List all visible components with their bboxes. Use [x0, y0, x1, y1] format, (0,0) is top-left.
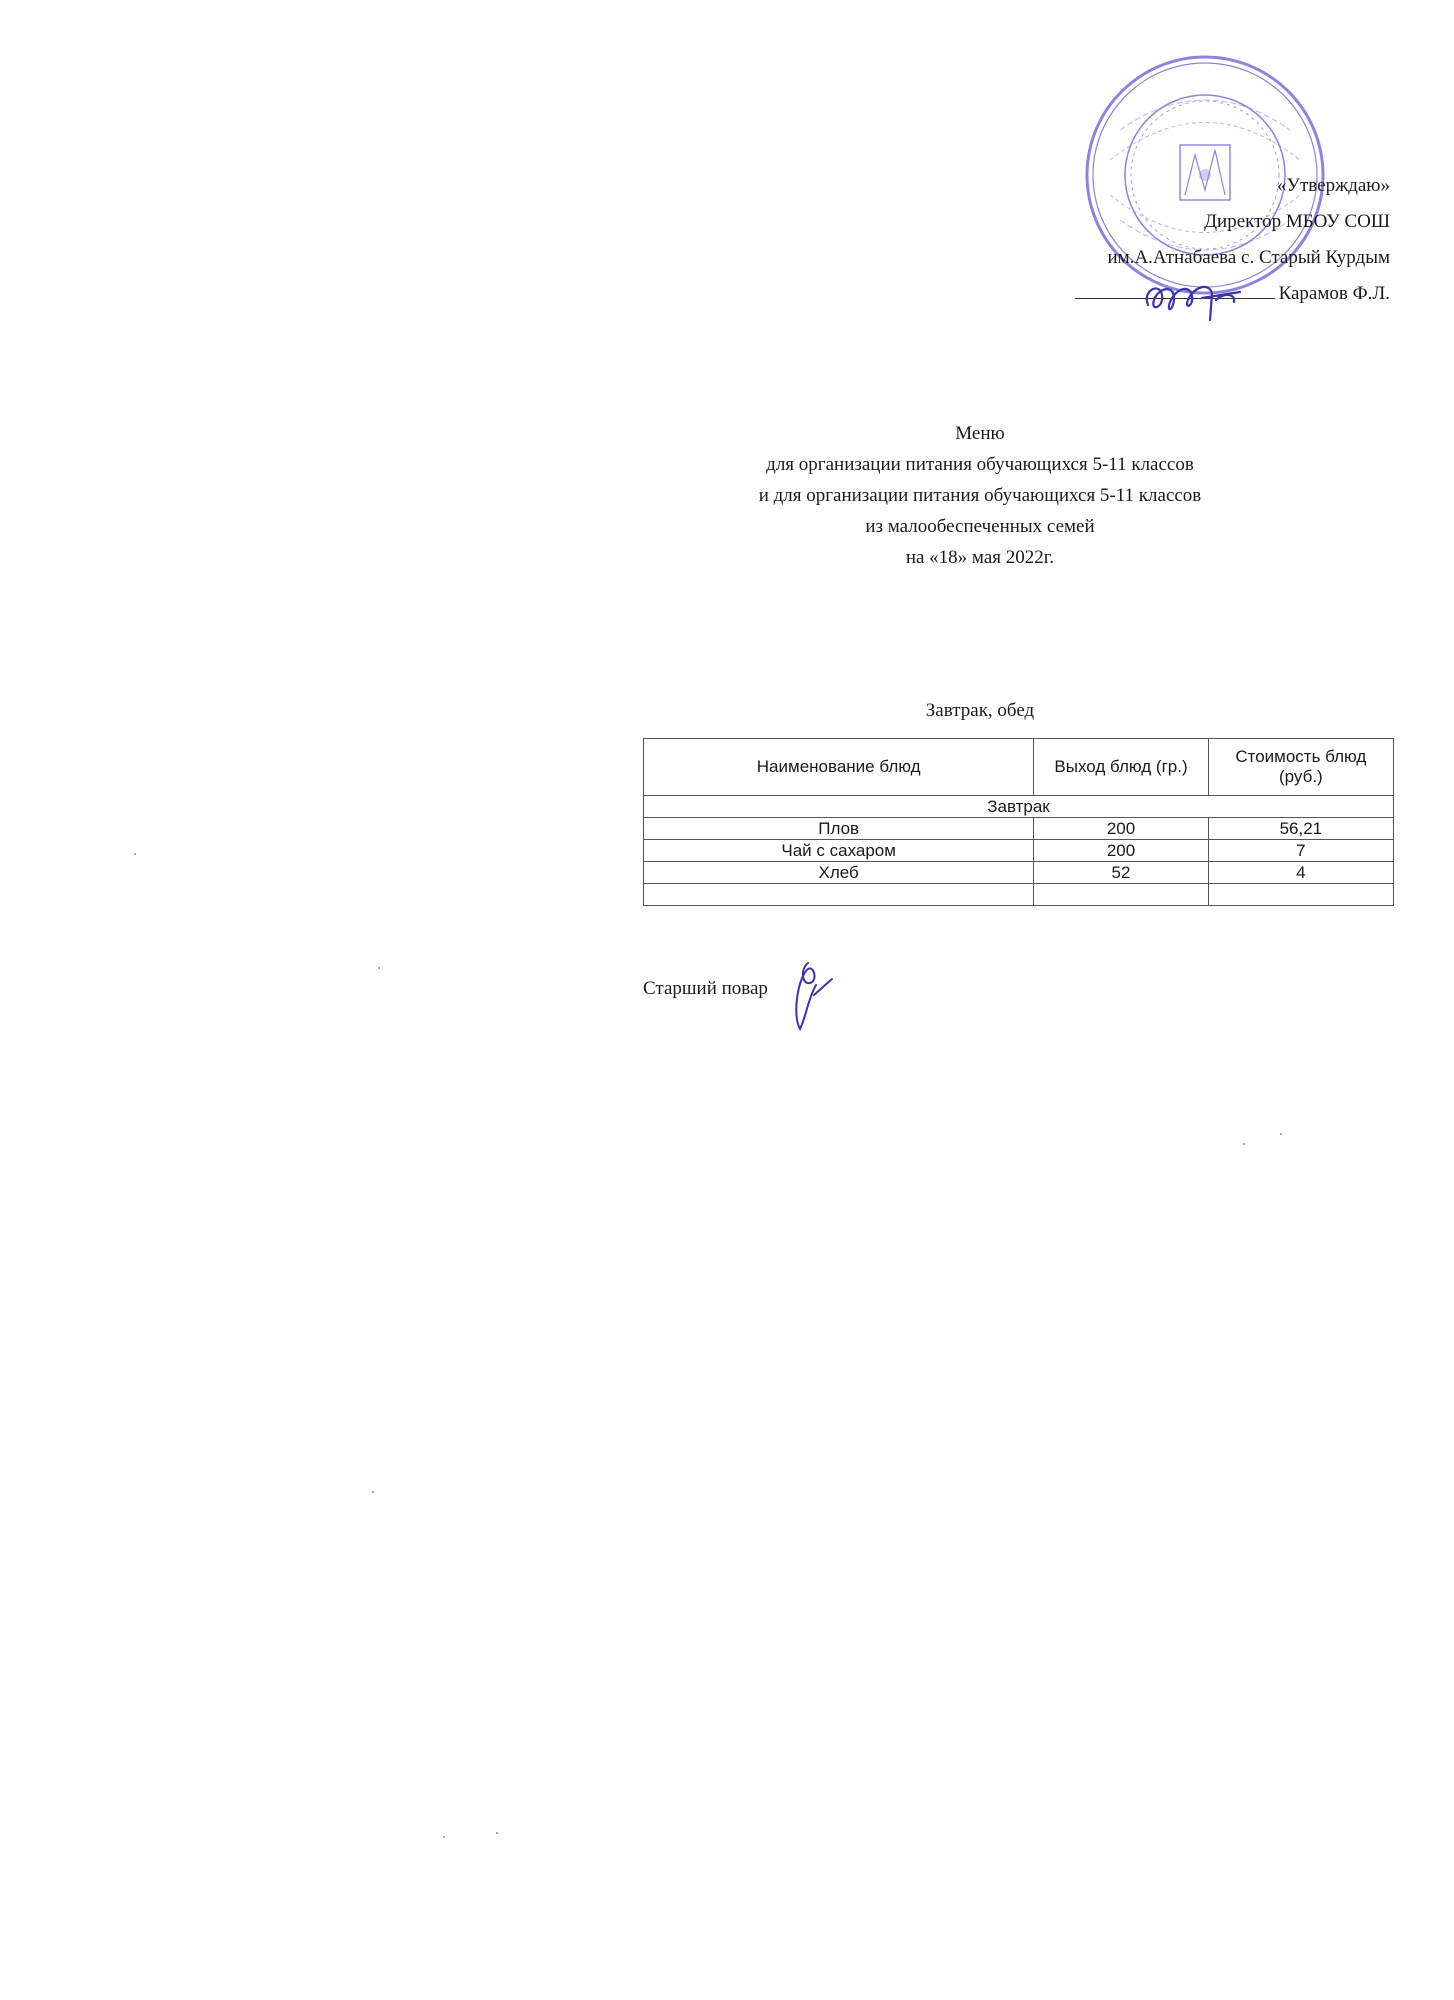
cell-cost [1208, 884, 1393, 906]
cell-dish-name [644, 884, 1034, 906]
approval-signatory: Карамов Ф.Л. [1278, 283, 1390, 304]
director-signature [1140, 270, 1260, 330]
header-cost: Стоимость блюд (руб.) [1208, 739, 1393, 796]
scan-speck [1243, 1143, 1245, 1145]
cell-dish-name: Чай с сахаром [644, 840, 1034, 862]
approval-heading: «Утверждаю» [1277, 175, 1390, 196]
title-line-4: из малообеспеченных семей [865, 516, 1095, 537]
table-group-row [644, 796, 1394, 818]
table-row [644, 840, 1394, 862]
cell-dish-name: Плов [644, 818, 1034, 840]
table-row-empty [644, 884, 1394, 906]
table-row [644, 862, 1394, 884]
title-menu: Меню [955, 423, 1005, 444]
cell-output: 200 [1034, 840, 1208, 862]
scan-speck [496, 1832, 498, 1834]
title-date: на «18» мая 2022г. [905, 547, 1055, 568]
scan-speck [443, 1836, 445, 1838]
cell-cost: 7 [1208, 840, 1393, 862]
header-output: Выход блюд (гр.) [1034, 739, 1208, 796]
document-title [600, 418, 1360, 573]
title-line-2: для организации питания обучающихся 5-11 классов [766, 454, 1194, 475]
scan-speck [1280, 1133, 1282, 1135]
cell-output: 52 [1034, 862, 1208, 884]
cell-dish-name: Хлеб [644, 862, 1034, 884]
header-dish-name: Наименование блюд [644, 739, 1034, 796]
table-header-row [644, 739, 1394, 796]
scan-speck [372, 1491, 374, 1493]
approval-school: им.А.Атнабаева с. Старый Курдым [1107, 247, 1390, 268]
scan-speck [378, 967, 380, 969]
chef-signature [780, 955, 840, 1035]
scan-speck [134, 853, 136, 855]
group-label: Завтрак [644, 796, 1394, 818]
chef-label: Старший повар [643, 978, 768, 999]
cell-cost: 4 [1208, 862, 1393, 884]
cell-output: 200 [1034, 818, 1208, 840]
cell-cost: 56,21 [1208, 818, 1393, 840]
table-row [644, 818, 1394, 840]
approval-position: Директор МБОУ СОШ [1204, 211, 1390, 232]
cell-output [1034, 884, 1208, 906]
section-title: Завтрак, обед [925, 700, 1035, 721]
title-line-3: и для организации питания обучающихся 5-11 классов [758, 485, 1202, 506]
menu-table [643, 738, 1394, 906]
